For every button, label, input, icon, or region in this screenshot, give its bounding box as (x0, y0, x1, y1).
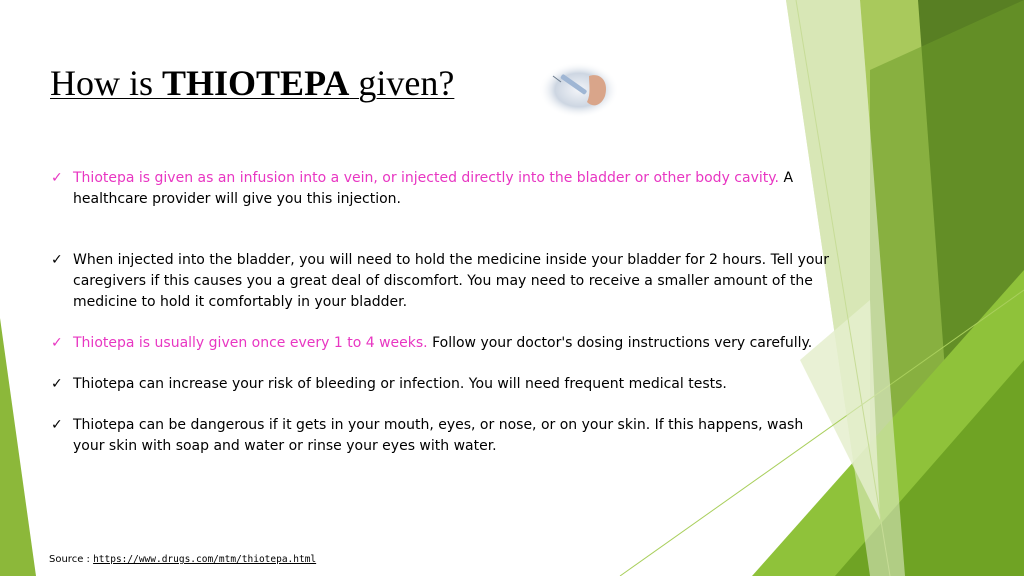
list-item (50, 374, 830, 395)
bullet-highlight: Thiotepa is usually given once every 1 to 4 weeks. (73, 335, 428, 351)
check-icon: ✓ (51, 252, 63, 268)
check-icon: ✓ (51, 376, 63, 392)
check-icon: ✓ (51, 170, 63, 186)
bullet-highlight: Thiotepa is given as an infusion into a vein, or injected directly into the bladder or other body cavity. (73, 170, 779, 186)
bullet-list (50, 168, 830, 457)
check-icon: ✓ (51, 335, 63, 351)
list-item (50, 415, 830, 457)
title-bold: THIOTEPA (162, 63, 350, 103)
bullet-text: A healthcare provider will give you this injection. (73, 170, 794, 207)
list-item (50, 168, 830, 210)
title-prefix: How is (50, 63, 163, 103)
source-label: Source : (49, 554, 94, 565)
list-item (50, 333, 830, 354)
bullet-text: Follow your doctor's dosing instructions very carefully. (427, 335, 813, 351)
bullet-text: Thiotepa can be dangerous if it gets in your mouth, eyes, or nose, or on your skin. If this happens, wash your skin with soap and water or rinse your eyes with water. (73, 417, 804, 454)
source-link[interactable]: https://www.drugs.com/mtm/thiotepa.html (93, 554, 317, 565)
source-citation (49, 554, 316, 565)
bullet-text: Thiotepa can increase your risk of bleeding or infection. You will need frequent medical tests. (73, 376, 727, 392)
title-suffix: given? (349, 63, 455, 103)
check-icon: ✓ (51, 417, 63, 433)
list-item (50, 250, 830, 313)
slide-title (50, 62, 454, 104)
syringe-photo-icon (539, 62, 619, 118)
bullet-text: When injected into the bladder, you will need to hold the medicine inside your bladder for 2 hours. Tell your caregivers if this causes you a great deal of discomfort. You may need to receive a smaller amount of the medicine to hold it comfortably in your bladder. (73, 252, 830, 310)
